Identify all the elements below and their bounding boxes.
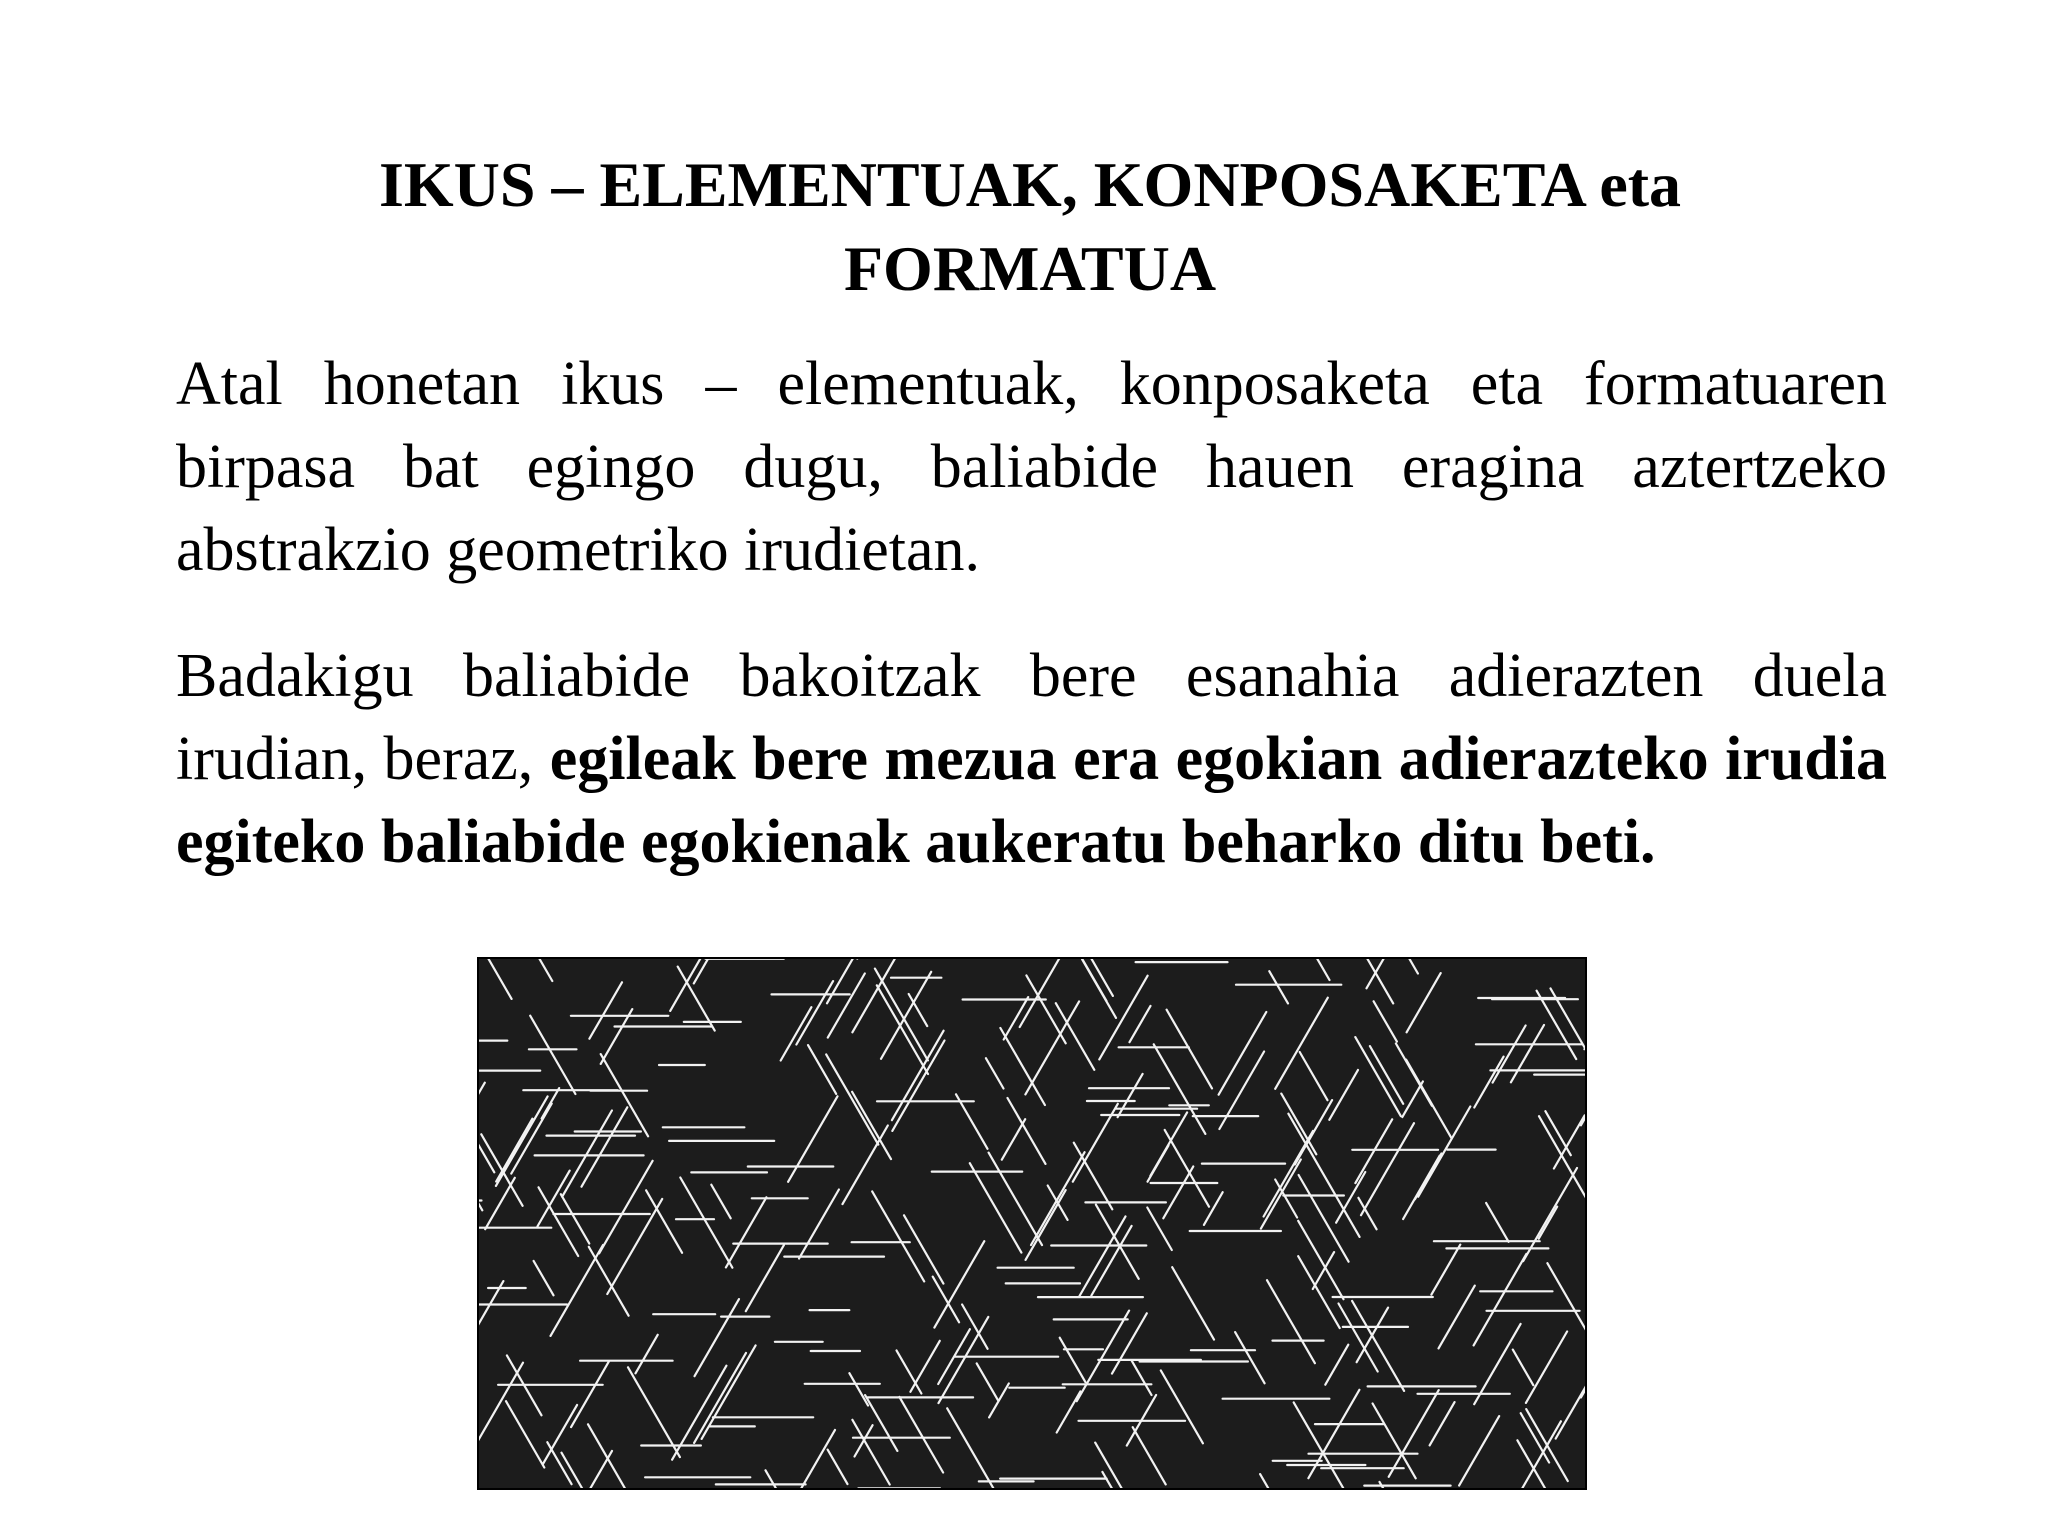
- second-paragraph: [176, 635, 1887, 884]
- title-line-2: FORMATUA: [843, 233, 1217, 304]
- intro-paragraph: Atal honetan ikus – elementuak, konposaketa eta formatuaren birpasa bat egingo dugu, baliabide hauen eragina aztertzeko abstrakzio geometriko irudietan.: [176, 350, 1887, 584]
- title-line-1: IKUS – ELEMENTUAK, KONPOSAKETA eta: [378, 149, 1682, 220]
- slide-title: [180, 143, 1880, 311]
- artwork-background: [479, 959, 1585, 1488]
- second-paragraph-plain: Badakigu baliabide bakoitzak bere esanahia adierazten duela irudian, beraz,: [176, 642, 1887, 793]
- geometric-abstraction-image: [477, 957, 1587, 1490]
- second-paragraph-bold: egileak bere mezua era egokian adierazteko irudia egiteko baliabide egokienak aukeratu beharko ditu beti.: [176, 725, 1888, 876]
- line-pattern-artwork: [479, 959, 1585, 1488]
